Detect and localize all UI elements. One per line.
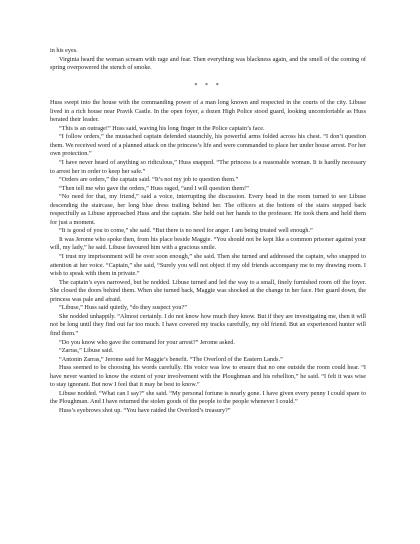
paragraph: “Do you know who gave the command for your arrest?” Jerome asked. (59, 338, 235, 346)
paragraph: It was Jerome who spoke then, from his place beside Maggie. “You should not be kept like a common prisoner against your will, my lady,” he said. Libuse favoured him with a gracious smile. (50, 235, 366, 252)
paragraph: Huss’s eyebrows shot up. “You have raided the Overlord’s treasury?” (59, 406, 231, 414)
paragraph: “Then tell me who gave the orders,” Huss raged, “and I will question them!” (59, 184, 249, 192)
paragraph: “Orders are orders,” the captain said. “It’s not my job to question them.” (59, 176, 239, 184)
paragraph: “I follow orders,” the mustached captain defended staunchly, his powerful arms folded across his chest. “I don’t question them. We received word of a planned attack on the princess’s life and were commanded to place her under house arrest. For her own protection.” (50, 133, 366, 158)
paragraph: Huss swept into the house with the commanding power of a man long known and respected in the courts of the city. Libuse lived in a rich house near Pravik Castle. In the open foyer, a dozen High Police stood guard, looking uncomfortable as Huss berated their leader. (50, 99, 366, 124)
paragraph: Huss seemed to be choosing his words carefully. His voice was low to ensure that no one outside the room could hear. “I have never wanted to know the extent of your involvement with the Ploughman and his rebellion,” he said. “I felt it was wise to stay ignorant. But now I feel that it may be best to know.” (50, 364, 366, 389)
section-break: * * * (194, 81, 222, 89)
paragraph: Virginia heard the woman scream with rage and fear. Then everything was blackness again, and the smell of the coming of spring overpowered the stench of smoke. (50, 55, 366, 72)
paragraph: “Libuse,” Huss said quietly, “do they suspect you?” (59, 304, 187, 312)
paragraph: Libuse nodded. “What can I say?” she said. “My personal fortune is nearly gone. I have given every penny I could spare to the Ploughman. And I have returned the stolen goods of the people to the people whenever I could.” (50, 389, 366, 406)
paragraph: “I have never heard of anything so ridiculous,” Huss snapped. “The princess is a reasonable woman. It is hardly necessary to arrest her in order to keep her safe.” (50, 159, 366, 175)
paragraph: “Antonin Zarras,” Jerome said for Maggie’s benefit. “The Overlord of the Eastern Lands.” (59, 355, 283, 363)
paragraph: in his eyes. (50, 47, 78, 54)
paragraph: She nodded unhappily. “Almost certainly. I do not know how much they know. But if they are investigating me, then it will not be long until they find out far too much. I have covered my tracks carefully, my old friend. But an experienced hunter will find them.” (50, 312, 366, 337)
paragraph: “It is good of you to come,” she said. “But there is no need for anger. I am being treated well enough.” (59, 227, 313, 235)
paragraph: “Zarras,” Libuse said. (59, 347, 114, 355)
paragraph: “This is an outrage!” Huss said, waving his long finger in the Police captain’s face. (59, 124, 265, 132)
paragraph: “I trust my imprisonment will be over soon enough,” she said. Then she turned and addressed the captain, who snapped to attention at her voice. “Captain,” she said, “Surely you will not object if my old friends accompany me to my drawing room. I wish to speak with them in private.” (50, 253, 366, 278)
paragraph: The captain’s eyes narrowed, but he nodded. Libuse turned and led the way to a small, finely furnished room off the foyer. She closed the doors behind them. When she turned back, Maggie was shocked at the change in her face. Her guard down, the princess was pale and afraid. (50, 278, 366, 303)
paragraph: “No need for that, my friend,” said a voice, interrupting the discussion. Every head in the room turned to see Libuse descending the staircase, her long blue dress trailing behind her. The officers at the bottom of the stairs stepped back respectfully as Libuse approached Huss and the captain. She held out her hands to the professor. He took them and held them for just a moment. (50, 193, 366, 226)
